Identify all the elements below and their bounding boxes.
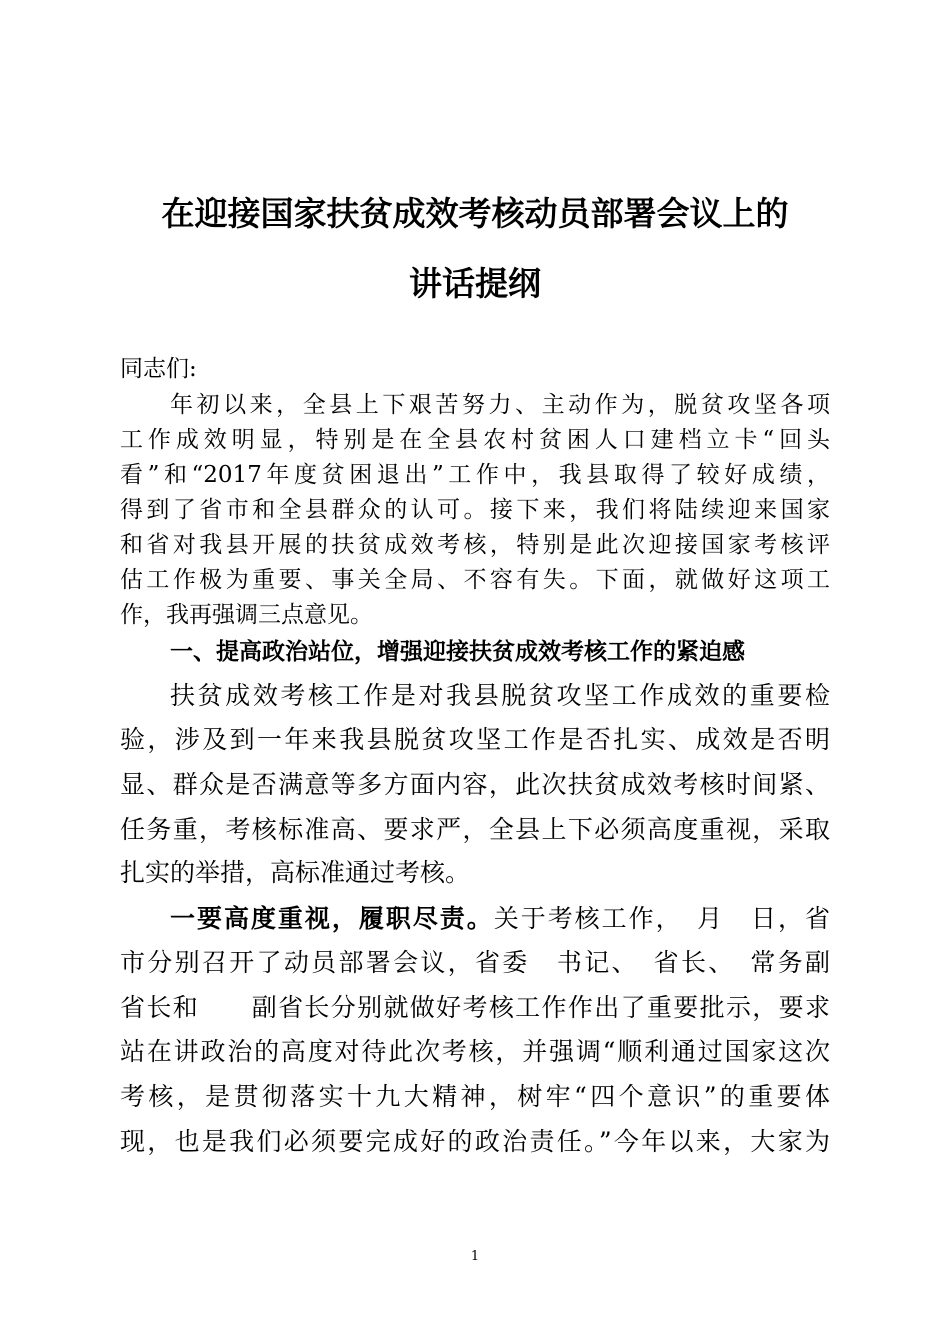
section1-line: 显、群众是否满意等多方面内容，此次扶贫成效考核时间紧、 xyxy=(120,770,830,799)
intro-line: 工作成效明显，特别是在全县农村贫困人口建档立卡“回头 xyxy=(120,427,830,453)
intro-line: 和省对我县开展的扶贫成效考核，特别是此次迎接国家考核评 xyxy=(120,532,830,558)
section-heading-1: 一、提高政治站位，增强迎接扶贫成效考核工作的紧迫感 xyxy=(170,639,745,665)
intro-line: 看”和“2017年度贫困退出”工作中，我县取得了较好成绩， xyxy=(120,462,830,488)
point1-line: 站在讲政治的高度对待此次考核，并强调“顺利通过国家这次 xyxy=(120,1037,830,1066)
section1-line: 扎实的举措，高标准通过考核。 xyxy=(120,858,471,887)
point1-first-rest: 关于考核工作， 月 日，省 xyxy=(493,904,830,933)
point1-line: 省长和 副省长分别就做好考核工作作出了重要批示，要求 xyxy=(120,993,830,1022)
intro-line: 年初以来，全县上下艰苦努力、主动作为，脱贫攻坚各项 xyxy=(170,392,830,418)
section1-line: 验，涉及到一年来我县脱贫攻坚工作是否扎实、成效是否明 xyxy=(120,725,830,754)
section1-line: 扶贫成效考核工作是对我县脱贫攻坚工作成效的重要检 xyxy=(170,681,830,710)
salutation: 同志们: xyxy=(120,356,197,382)
point1-line: 现，也是我们必须要完成好的政治责任。”今年以来，大家为 xyxy=(120,1127,830,1156)
document-title-line-2: 讲话提纲 xyxy=(409,264,541,303)
point1-first-line xyxy=(170,899,830,935)
point1-line: 市分别召开了动员部署会议，省委 书记、 省长、 常务副 xyxy=(120,948,830,977)
page-number: 1 xyxy=(470,1249,480,1264)
point1-line: 考核，是贯彻落实十九大精神，树牢“四个意识”的重要体 xyxy=(120,1082,830,1111)
intro-line: 得到了省市和全县群众的认可。接下来，我们将陆续迎来国家 xyxy=(120,497,830,523)
intro-line: 作，我再强调三点意见。 xyxy=(120,602,373,628)
section1-line: 任务重，考核标准高、要求严，全县上下必须高度重视，采取 xyxy=(120,815,830,844)
intro-line: 估工作极为重要、事关全局、不容有失。下面，就做好这项工 xyxy=(120,567,830,593)
document-title-line-1: 在迎接国家扶贫成效考核动员部署会议上的 xyxy=(161,194,789,233)
point1-bold-lead: 一要高度重视，履职尽责。 xyxy=(170,904,494,933)
